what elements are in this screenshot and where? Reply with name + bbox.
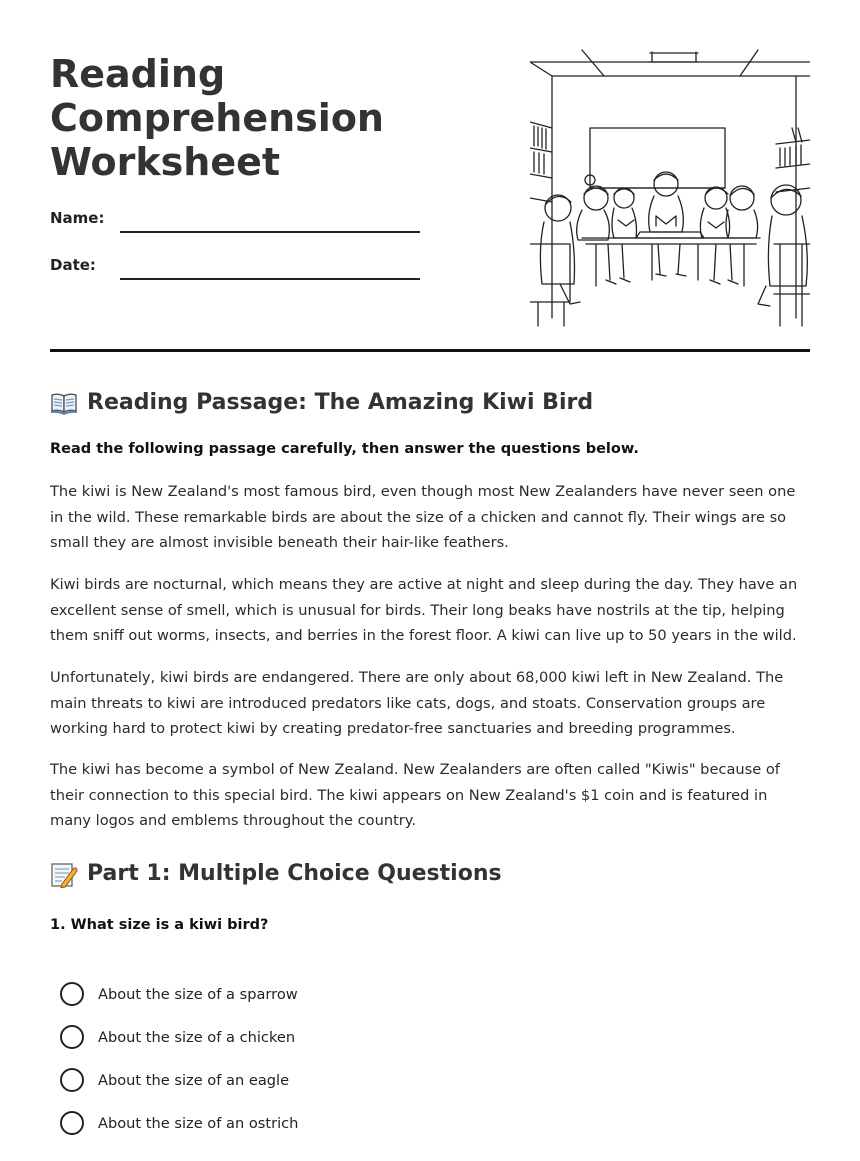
passage-heading: [50, 390, 593, 415]
name-line[interactable]: [120, 231, 420, 233]
classroom-illustration: [530, 48, 810, 330]
answer-option-b[interactable]: [60, 1024, 295, 1050]
answer-option-d[interactable]: [60, 1110, 298, 1136]
question-1: 1. What size is a kiwi bird?: [50, 917, 269, 933]
passage-heading-text: Reading Passage: The Amazing Kiwi Bird: [87, 390, 594, 415]
answer-option-c[interactable]: [60, 1067, 289, 1093]
name-label: Name:: [50, 209, 105, 227]
part1-heading: [50, 861, 502, 886]
passage-paragraph: The kiwi is New Zealand's most famous bird, even though most New Zealanders have never seen one in the wild. These remarkable birds are about the size of a chicken and cannot fly. Their wings are so small they are almost invisible beneath their hair-like feathers.: [50, 483, 796, 552]
passage-paragraph: Unfortunately, kiwi birds are endangered. There are only about 68,000 kiwi left in New Zealand. The main threats to kiwi are introduced predators like cats, dogs, and stoats. Conservation groups are working hard to protect kiwi by creating predator-free sanctuaries and breeding programmes.: [50, 669, 784, 738]
answer-option-a[interactable]: [60, 981, 298, 1007]
title-line: Comprehension: [50, 96, 384, 140]
name-field[interactable]: [50, 209, 420, 233]
title-line: Worksheet: [50, 140, 281, 184]
answer-option-label: About the size of a chicken: [98, 1028, 296, 1046]
worksheet-page: [50, 0, 810, 1161]
memo-pencil-icon: [50, 862, 78, 886]
radio-button[interactable]: [60, 982, 84, 1006]
header-divider: [50, 349, 810, 352]
worksheet-title: [50, 52, 490, 184]
part1-heading-text: Part 1: Multiple Choice Questions: [87, 861, 502, 886]
worksheet-header: [50, 0, 810, 352]
answer-option-label: About the size of a sparrow: [98, 985, 298, 1003]
date-label: Date:: [50, 256, 96, 274]
answer-option-label: About the size of an eagle: [98, 1071, 290, 1089]
date-field[interactable]: [50, 256, 420, 280]
passage-paragraph: The kiwi has become a symbol of New Zealand. New Zealanders are often called "Kiwis" because of their connection to this special bird. The kiwi appears on New Zealand's $1 coin and is featured in many logos and emblems throughout the country.: [50, 761, 780, 830]
radio-button[interactable]: [60, 1068, 84, 1092]
answer-option-label: About the size of an ostrich: [98, 1114, 299, 1132]
radio-button[interactable]: [60, 1025, 84, 1049]
date-line[interactable]: [120, 278, 420, 280]
passage-paragraph: Kiwi birds are nocturnal, which means they are active at night and sleep during the day. They have an excellent sense of smell, which is unusual for birds. Their long beaks have nostrils at the tip, helping them sniff out worms, insects, and berries in the forest floor. A kiwi can live up to 50 years in the wild.: [50, 576, 798, 645]
title-line: Reading: [50, 52, 226, 96]
passage-instruction: Read the following passage carefully, then answer the questions below.: [50, 441, 639, 457]
radio-button[interactable]: [60, 1111, 84, 1135]
book-icon: [50, 391, 78, 415]
